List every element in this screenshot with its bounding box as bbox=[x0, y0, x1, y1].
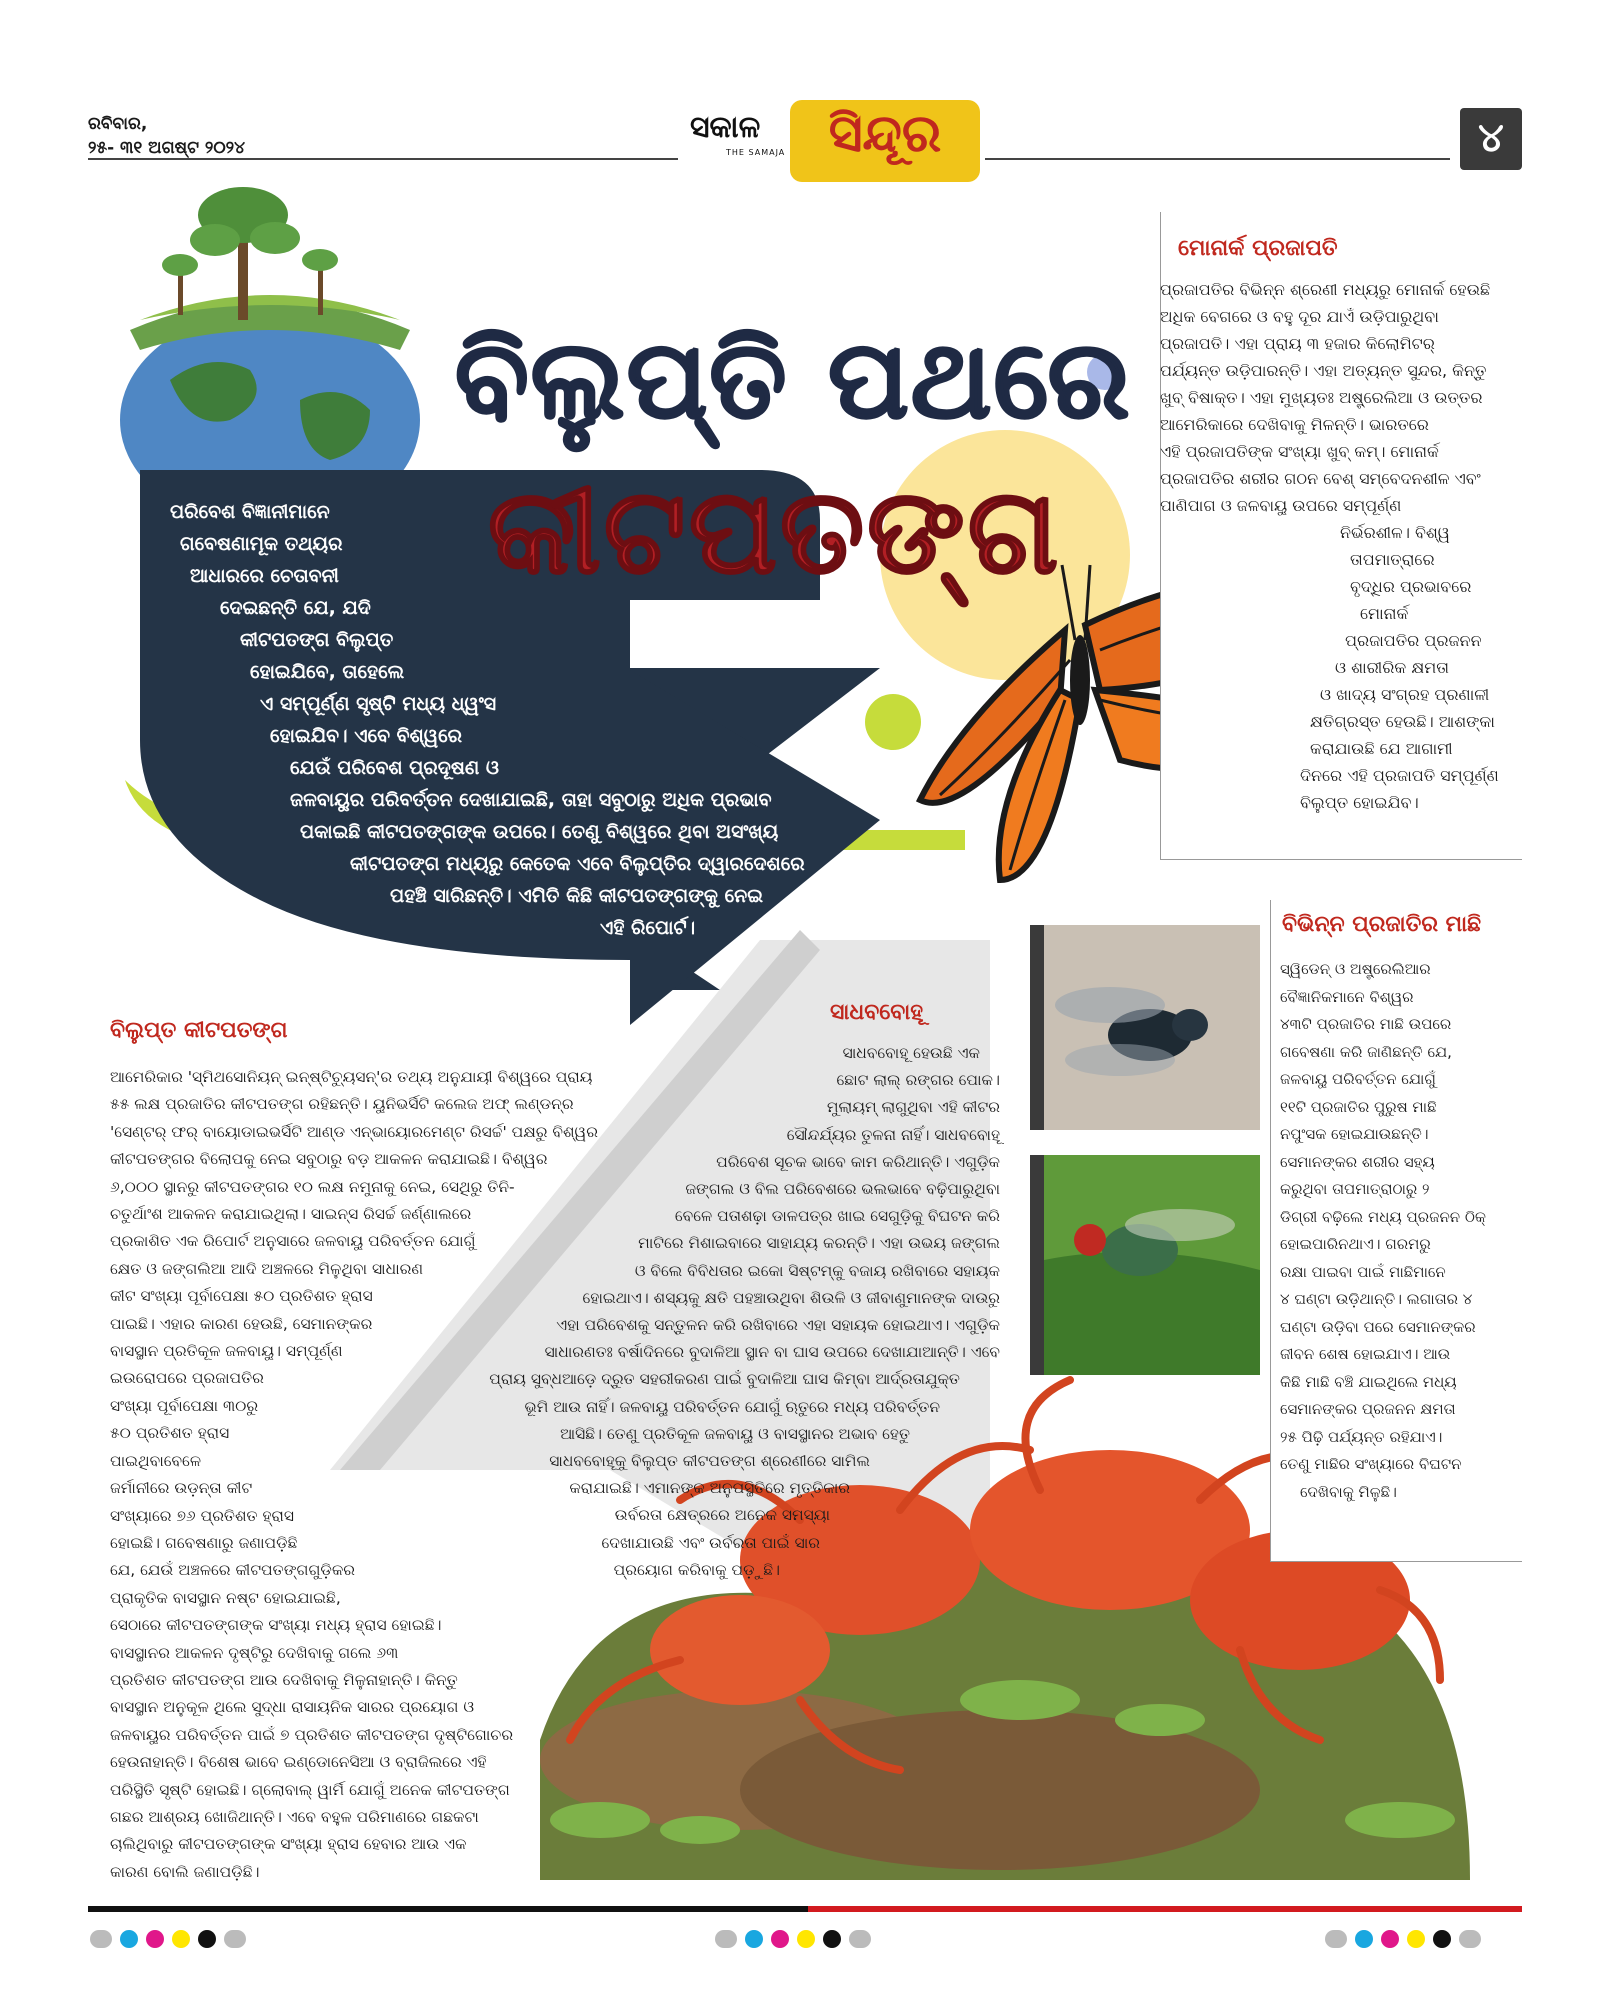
flies-line: ୪ ଘଣ୍ଟା ଉଡ଼ିଥାନ୍ତି। ଲଗାତାର ୪ bbox=[1280, 1290, 1473, 1308]
velvet-mite-line: ହୋଇଥାଏ। ଶସ୍ୟକୁ କ୍ଷତି ପହଞ୍ଚାଉଥିବା ଶିଉଳି ଓ ଜୀବାଣୁମାନଙ୍କ ଦାଉରୁ bbox=[582, 1288, 1000, 1307]
velvet-mite-line: ଆସିଛି। ତେଣୁ ପ୍ରତିକୂଳ ଜଳବାୟୁ ଓ ବାସସ୍ଥାନର ଅଭାବ ହେତୁ bbox=[560, 1424, 910, 1443]
velvet-mite-line: ଏହା ପରିବେଶକୁ ସନ୍ତୁଳନ କରି ରଖିବାରେ ଏହା ସହାୟକ ହୋଇଥାଏ। ଏଗୁଡ଼ିକ bbox=[556, 1316, 1000, 1335]
flies-line: ଜୀବନ ଶେଷ ହୋଇଯାଏ। ଆଉ bbox=[1280, 1345, 1451, 1363]
flies-line: ଡିଗ୍ରୀ ବଢ଼ିଲେ ମଧ୍ୟ ପ୍ରଜନନ ଠିକ୍ bbox=[1280, 1207, 1486, 1226]
extinct-line: ହୋଇଛି। ଗବେଷଣାରୁ ଜଣାପଡ଼ିଛି bbox=[110, 1533, 298, 1552]
extinct-line: ବାସସ୍ଥାନର ଆକଳନ ଦୃଷ୍ଟିରୁ ଦେଖିବାକୁ ଗଲେ ୬୩ bbox=[110, 1643, 399, 1662]
velvet-mite-line: ସାଧବବୋହୂକୁ ବିଲୁପ୍ତ କୀଟପତଙ୍ଗ ଶ୍ରେଣୀରେ ସାମିଲ bbox=[549, 1452, 870, 1471]
monarch-line: ପର୍ଯ୍ୟନ୍ତ ଉଡ଼ିପାରନ୍ତି। ଏହା ଅତ୍ୟନ୍ତ ସୁନ୍ଦର, କିନ୍ତୁ bbox=[1160, 361, 1487, 380]
flies-line: ଗବେଷଣା କରି ଜାଣିଛନ୍ତି ଯେ, bbox=[1280, 1042, 1452, 1061]
extinct-line: ଗଛର ଆଶ୍ରୟ ଖୋଜିଥାନ୍ତି। ଏବେ ବହୁଳ ପରିମାଣରେ ଗଛକଟା bbox=[110, 1807, 479, 1826]
velvet-mite-line: ଭୂମି ଆଉ ନାହିଁ। ଜଳବାୟୁ ପରିବର୍ତ୍ତନ ଯୋଗୁଁ ଋତୁରେ ମଧ୍ୟ ପରିବର୍ତ୍ତନ bbox=[524, 1397, 940, 1416]
housefly-photo bbox=[1030, 925, 1260, 1130]
velvet-mite-line: ସୌନ୍ଦର୍ଯ୍ୟର ତୁଳନା ନାହିଁ। ସାଧବବୋହୂ bbox=[786, 1125, 1000, 1144]
monarch-line: ଓ ଶାରୀରିକ କ୍ଷମତା bbox=[1335, 658, 1449, 677]
extinct-line: ସଂଖ୍ୟା ପୂର୍ବାପେକ୍ଷା ୩୦ରୁ bbox=[110, 1396, 259, 1415]
intro-text bbox=[150, 496, 910, 944]
footer-rule-black bbox=[88, 1906, 808, 1912]
extinct-line: ପରିସ୍ଥିତି ସୃଷ୍ଟି ହୋଇଛି। ଗ୍ଲୋବାଲ୍ ୱାର୍ମି ଯୋଗୁଁ ଅନେକ କୀଟପତଙ୍ଗ bbox=[110, 1780, 510, 1799]
flies-line: ସେମାନଙ୍କର ପ୍ରଜନନ କ୍ଷମତା bbox=[1280, 1400, 1456, 1418]
monarch-line: ଓ ଖାଦ୍ୟ ସଂଗ୍ରହ ପ୍ରଣାଳୀ bbox=[1320, 685, 1490, 704]
page-number: ୪ bbox=[1460, 108, 1522, 170]
extinct-line: ପ୍ରତିଶତ କୀଟପତଙ୍ଗ ଆଉ ଦେଖିବାକୁ ମିଳୁନାହାନ୍ତି। କିନ୍ତୁ bbox=[110, 1670, 458, 1689]
extinct-line: କ୍ଷେତ ଓ ଜଙ୍ଗଲିଆ ଆଦି ଅଞ୍ଚଳରେ ମିଳୁଥିବା ସାଧାରଣ bbox=[110, 1259, 424, 1278]
intro-line: ଦେଇଛନ୍ତି ଯେ, ଯଦି bbox=[220, 597, 371, 619]
registration-mark bbox=[745, 1930, 763, 1948]
intro-line: ହୋଇଯିବେ, ତାହେଲେ bbox=[250, 661, 405, 683]
intro-line: ପକାଇଛି କୀଟପତଙ୍ଗଙ୍କ ଉପରେ। ତେଣୁ ବିଶ୍ୱରେ ଥିବା ଅସଂଖ୍ୟ bbox=[300, 821, 779, 843]
extinct-line: ଜଳବାୟୁର ପରିବର୍ତ୍ତନ ପାଇଁ ୭ ପ୍ରତିଶତ କୀଟପତଙ୍ଗ ଦୃଷ୍ଟିଗୋଚର bbox=[110, 1725, 514, 1744]
extinct-line: ପାଇଛି। ଏହାର କାରଣ ହେଉଛି, ସେମାନଙ୍କର bbox=[110, 1314, 373, 1333]
extinct-line: ସଂଖ୍ୟାରେ ୭୬ ପ୍ରତିଶତ ହ୍ରାସ bbox=[110, 1506, 294, 1525]
flies-line: ବୈଜ୍ଞାନିକମାନେ ବିଶ୍ୱର bbox=[1280, 987, 1414, 1006]
greenbottle-fly-photo bbox=[1030, 1155, 1260, 1375]
velvet-mite-line: ପ୍ରୟୋଗ କରିବାକୁ ପଡ଼ୁଛି। bbox=[613, 1560, 780, 1579]
color-registration-right bbox=[1325, 1930, 1481, 1948]
monarch-line: ଦିନରେ ଏହି ପ୍ରଜାପତି ସମ୍ପୂର୍ଣ୍ଣ bbox=[1300, 766, 1499, 785]
velvet-mite-line: ଛୋଟ ଲାଲ୍ ରଙ୍ଗର ପୋକ। bbox=[836, 1071, 1000, 1090]
registration-mark bbox=[1381, 1930, 1399, 1948]
flies-line: ୧୧ଟି ପ୍ରଜାତିର ପୁରୁଷ ମାଛି bbox=[1280, 1097, 1437, 1116]
headline-line-2: କୀଟପତଙ୍ଗ bbox=[488, 462, 1062, 600]
intro-line: ଆଧାରରେ ଚେତାବନୀ bbox=[190, 565, 339, 587]
registration-mark bbox=[224, 1930, 246, 1948]
intro-line: ଜଳବାୟୁର ପରିବର୍ତ୍ତନ ଦେଖାଯାଇଛି, ତାହା ସବୁଠାରୁ ଅଧିକ ପ୍ରଭାବ bbox=[290, 789, 772, 811]
flies-line: ସ୍ୱିଡେନ୍ ଓ ଅଷ୍ଟ୍ରେଲିଆର bbox=[1280, 960, 1431, 978]
extinct-line: ପାଇଥିବାବେଳେ bbox=[110, 1451, 202, 1470]
velvet-mite-line: ବେଳେ ପତାଶଢ଼ା ଡାଳପତ୍ର ଖାଇ ସେଗୁଡ଼ିକୁ ବିଘଟନ କରି bbox=[674, 1207, 1000, 1226]
extinct-insects-text bbox=[110, 1064, 630, 1886]
velvet-mite-line: ମୁଲାୟମ୍ ଲାଗୁଥିବା ଏହି କୀଟର bbox=[826, 1098, 1000, 1117]
velvet-mite-line: ପରିବେଶ ସୂଚକ ଭାବେ କାମ କରିଥାନ୍ତି। ଏଗୁଡ଼ିକ bbox=[716, 1152, 1000, 1171]
registration-mark bbox=[797, 1930, 815, 1948]
registration-mark bbox=[715, 1930, 737, 1948]
intro-line: ଯେଉଁ ପରିବେଶ ପ୍ରଦୂଷଣ ଓ bbox=[290, 757, 499, 779]
velvet-mite-line: ଜଙ୍ଗଲ ଓ ବିଲ ପରିବେଶରେ ଭଲଭାବେ ବଢ଼ିପାରୁଥିବା bbox=[685, 1180, 1000, 1199]
flies-text bbox=[1280, 956, 1522, 1506]
intro-line: ପରିବେଶ ବିଜ୍ଞାନୀମାନେ bbox=[170, 501, 330, 523]
monarch-line: ପ୍ରଜାପତିର ଶରୀର ଗଠନ ବେଶ୍ ସମ୍ବେଦନଶୀଳ ଏବଂ bbox=[1160, 469, 1481, 488]
flies-line: ୪୩ଟି ପ୍ରଜାତିର ମାଛି ଉପରେ bbox=[1280, 1015, 1452, 1033]
extinct-line: ହେଉନାହାନ୍ତି। ବିଶେଷ ଭାବେ ଇଣ୍ଡୋନେସିଆ ଓ ବ୍ରାଜିଲରେ ଏହି bbox=[110, 1753, 487, 1772]
registration-mark bbox=[849, 1930, 871, 1948]
flies-line: ରକ୍ଷା ପାଇବା ପାଇଁ ମାଛିମାନେ bbox=[1280, 1262, 1446, 1281]
monarch-line: ମୋନାର୍କ bbox=[1360, 604, 1409, 623]
monarch-line: କରାଯାଉଛି ଯେ ଆଗାମୀ bbox=[1310, 739, 1453, 758]
extinct-line: 'ସେଣ୍ଟର୍ ଫର୍ ବାୟୋଡାଇଭର୍ସିଟି ଆଣ୍ଡ ଏନ୍ଭାୟୋରମେଣ୍ଟ ରିସର୍ଚ୍ଚ' ପକ୍ଷରୁ ବିଶ୍ୱର bbox=[110, 1122, 598, 1141]
monarch-title: ମୋନାର୍କ ପ୍ରଜାପତି bbox=[1178, 236, 1338, 261]
registration-mark bbox=[1433, 1930, 1451, 1948]
monarch-line: କ୍ଷତିଗ୍ରସ୍ତ ହେଉଛି। ଆଶଙ୍କା bbox=[1310, 712, 1495, 731]
monarch-line: ବିଲୁପ୍ତ ହୋଇଯିବ। bbox=[1300, 793, 1419, 812]
registration-mark bbox=[1355, 1930, 1373, 1948]
masthead-sub: THE SAMAJA bbox=[726, 148, 786, 157]
color-registration-left bbox=[90, 1930, 246, 1948]
intro-line: ଗବେଷଣାମୂକ ତଥ୍ୟର bbox=[180, 533, 343, 555]
monarch-line: ପାଣିପାଗ ଓ ଜଳବାୟୁ ଉପରେ ସମ୍ପୂର୍ଣ୍ଣ bbox=[1160, 496, 1402, 515]
velvet-mite-line: ଉର୍ବରତା କ୍ଷେତ୍ରରେ ଅନେକ ସମସ୍ୟା bbox=[614, 1506, 830, 1525]
monarch-line: ବୃଦ୍ଧିର ପ୍ରଭାବରେ bbox=[1350, 577, 1472, 596]
day-label: ରବିବାର, bbox=[88, 114, 148, 134]
extinct-line: ଜର୍ମାନୀରେ ଉଡ଼ନ୍ତା କୀଟ bbox=[110, 1479, 253, 1498]
extinct-line: କୀଟ ସଂଖ୍ୟା ପୂର୍ବାପେକ୍ଷା ୫୦ ପ୍ରତିଶତ ହ୍ରାସ bbox=[110, 1287, 373, 1306]
extinct-line: ୫୦ ପ୍ରତିଶତ ହ୍ରାସ bbox=[110, 1424, 230, 1443]
monarch-text bbox=[1160, 276, 1510, 816]
footer-rule-red bbox=[808, 1906, 1522, 1912]
monarch-line: ତାପମାତ୍ରାରେ bbox=[1350, 550, 1435, 569]
extinct-line: ଆମେରିକାର 'ସ୍ମିଥସୋନିୟନ୍ ଇନ୍ଷ୍ଟିଚ୍ୟୁସନ୍'ର ତଥ୍ୟ ଅନୁଯାୟୀ ବିଶ୍ୱରେ ପ୍ରାୟ bbox=[110, 1068, 593, 1086]
velvet-mite-line: ମାଟିରେ ମିଶାଇବାରେ ସାହାଯ୍ୟ କରନ୍ତି। ଏହା ଉଭୟ ଜଙ୍ଗଲ bbox=[638, 1234, 1000, 1253]
extinct-line: ବାସସ୍ଥାନ ଅନୁକୂଳ ଥିଲେ ସୁଦ୍ଧା ରାସାୟନିକ ସାରର ପ୍ରୟୋଗ ଓ bbox=[110, 1698, 475, 1717]
monarch-line: ଖୁବ୍ ବିଷାକ୍ତ। ଏହା ମୁଖ୍ୟତଃ ଅଷ୍ଟ୍ରେଲିଆ ଓ ଉତ୍ତର bbox=[1160, 388, 1483, 407]
masthead-name: ସିନ୍ଦୂର bbox=[828, 104, 942, 164]
velvet-mite-line: ପ୍ରାୟ ସୁବ୍ଧଆଡ଼େ ଦ୍ରୁତ ସହରୀକରଣ ପାଇଁ ବୁଦାଳିଆ ଘାସ କିମ୍ବା ଆର୍ଦ୍ରତାଯୁକ୍ତ bbox=[489, 1370, 960, 1389]
extinct-line: କୀଟପତଙ୍ଗର ବିଲୋପକୁ ନେଇ ସବୁଠାରୁ ବଡ଼ ଆକଳନ କରାଯାଇଛି। ବିଶ୍ୱର bbox=[110, 1150, 548, 1169]
flies-line: ୨୫ ପିଢ଼ି ପର୍ଯ୍ୟନ୍ତ ରହିଯାଏ। bbox=[1280, 1427, 1443, 1446]
extinct-line: ବାସସ୍ଥାନ ପ୍ରତିକୂଳ ଜଳବାୟୁ। ସମ୍ପୂର୍ଣ୍ଣ bbox=[110, 1342, 343, 1361]
intro-line: ପହଞ୍ଚି ସାରିଛନ୍ତି। ଏମିତି କିଛି କୀଟପତଙ୍ଗଙ୍କୁ ନେଇ bbox=[390, 885, 764, 907]
velvet-mite-title: ସାଧବବୋହୂ bbox=[830, 1000, 924, 1025]
date-range: ୨୫- ୩୧ ଅଗଷ୍ଟ ୨୦୨୪ bbox=[88, 138, 246, 158]
registration-mark bbox=[198, 1930, 216, 1948]
flies-line: ହୋଇପାରିନଥାଏ। ଗରମରୁ bbox=[1280, 1235, 1431, 1253]
flies-line: ସେମାନଙ୍କର ଶରୀର ସହ୍ୟ bbox=[1280, 1152, 1435, 1171]
extinct-line: ଚାଲିଥିବାରୁ କୀଟପତଙ୍ଗଙ୍କ ସଂଖ୍ୟା ହ୍ରାସ ହେବାର ଆଉ ଏକ bbox=[110, 1835, 467, 1854]
extinct-insects-title: ବିଲୁପ୍ତ କୀଟପତଙ୍ଗ bbox=[110, 1018, 288, 1043]
monarch-line: ପ୍ରଜାପତିର ବିଭିନ୍ନ ଶ୍ରେଣୀ ମଧ୍ୟରୁ ମୋନାର୍କ ହେଉଛି bbox=[1160, 280, 1491, 299]
extinct-line: କାରଣ ବୋଲି ଜଣାପଡ଼ିଛି। bbox=[110, 1862, 260, 1881]
extinct-line: ଚତୁର୍ଥାଂଶ ଆକଳନ କରାଯାଇଥିଲା। ସାଇନ୍ସ ରିସର୍ଚ୍ଚ ଜର୍ଣ୍ଣାଲରେ bbox=[110, 1205, 472, 1224]
velvet-mite-line: କରାଯାଇଛି। ଏମାନଙ୍କ ଅନୁପସ୍ଥିତିରେ ମୃତ୍ତିକାର bbox=[569, 1479, 850, 1498]
velvet-mite-line: ସାଧାରଣତଃ ବର୍ଷାଦିନରେ ବୁଦାଳିଆ ସ୍ଥାନ ବା ଘାସ ଉପରେ ଦେଖାଯାଆନ୍ତି। ଏବେ bbox=[544, 1343, 1000, 1362]
headline-line-1: ବିଲୁପ୍ତି ପଥରେ bbox=[455, 318, 1132, 443]
registration-mark bbox=[771, 1930, 789, 1948]
extinct-line: ଇଉରୋପରେ ପ୍ରଜାପତିର bbox=[110, 1369, 264, 1388]
registration-mark bbox=[1325, 1930, 1347, 1948]
extinct-line: ୬,୦୦୦ ସ୍ଥାନରୁ କୀଟପତଙ୍ଗର ୧୦ ଲକ୍ଷ ନମୁନାକୁ ନେଇ, ସେଥିରୁ ତିନି- bbox=[110, 1177, 515, 1196]
monarch-line: ପ୍ରଜାପତିର ପ୍ରଜନନ bbox=[1345, 631, 1482, 650]
flies-line: ନପୁଂସକ ହୋଇଯାଉଛନ୍ତି। bbox=[1280, 1125, 1429, 1143]
registration-mark bbox=[1459, 1930, 1481, 1948]
registration-mark bbox=[120, 1930, 138, 1948]
monarch-line: ଆମେରିକାରେ ଦେଖିବାକୁ ମିଳନ୍ତି। ଭାରତରେ bbox=[1160, 415, 1429, 434]
flies-line: କିଛି ମାଛି ବଞ୍ଚି ଯାଇଥିଲେ ମଧ୍ୟ bbox=[1280, 1372, 1457, 1391]
registration-mark bbox=[90, 1930, 112, 1948]
intro-line: କୀଟପତଙ୍ଗ ବିଲୁପ୍ତ bbox=[240, 629, 394, 651]
masthead-brand: ସକାଳ bbox=[690, 110, 761, 145]
velvet-mite-line: ସାଧବବୋହୂ ହେଉଛି ଏକ bbox=[842, 1044, 980, 1062]
registration-mark bbox=[1407, 1930, 1425, 1948]
registration-mark bbox=[172, 1930, 190, 1948]
monarch-line: ନିର୍ଭରଶୀଳ। ବିଶ୍ୱ bbox=[1340, 523, 1450, 542]
registration-mark bbox=[823, 1930, 841, 1948]
extinct-line: ସେଠାରେ କୀଟପତଙ୍ଗଙ୍କ ସଂଖ୍ୟା ମଧ୍ୟ ହ୍ରାସ ହୋଇଛି। bbox=[110, 1616, 442, 1635]
registration-mark bbox=[146, 1930, 164, 1948]
monarch-line: ଏହି ପ୍ରଜାପତିଙ୍କ ସଂଖ୍ୟା ଖୁବ୍ କମ୍। ମୋନାର୍କ bbox=[1160, 442, 1439, 461]
extinct-line: ପ୍ରାକୃତିକ ବାସସ୍ଥାନ ନଷ୍ଟ ହୋଇଯାଇଛି, bbox=[110, 1588, 341, 1607]
flies-line: ତେଣୁ ମାଛିର ସଂଖ୍ୟାରେ ବିଘଟନ bbox=[1280, 1455, 1462, 1473]
flies-line: ଘଣ୍ଟା ଉଡ଼ିବା ପରେ ସେମାନଙ୍କର bbox=[1280, 1317, 1476, 1336]
extinct-line: ଯେ, ଯେଉଁ ଅଞ୍ଚଳରେ କୀଟପତଙ୍ଗଗୁଡ଼ିକର bbox=[110, 1561, 356, 1580]
monarch-line: ପ୍ରଜାପତି। ଏହା ପ୍ରାୟ ୩ ହଜାର କିଲୋମିଟର୍ bbox=[1160, 334, 1435, 353]
flies-line: ଦେଖିବାକୁ ମିଳୁଛି। bbox=[1300, 1482, 1397, 1501]
intro-line: କୀଟପତଙ୍ଗ ମଧ୍ୟରୁ କେତେକ ଏବେ ବିଲୁପ୍ତିର ଦ୍ୱାରଦେଶରେ bbox=[350, 853, 805, 875]
monarch-line: ଅଧିକ ବେଗରେ ଓ ବହୁ ଦୂର ଯାଏଁ ଉଡ଼ିପାରୁଥିବା bbox=[1160, 307, 1439, 326]
intro-line: ହୋଇଯିବ। ଏବେ ବିଶ୍ୱରେ bbox=[270, 725, 463, 747]
flies-title: ବିଭିନ୍ନ ପ୍ରଜାତିର ମାଛି bbox=[1282, 912, 1482, 937]
velvet-mite-line: ଦେଖାଯାଉଛି ଏବଂ ଉର୍ବରତା ପାଇଁ ସାର bbox=[601, 1533, 820, 1552]
intro-line: ଏହି ରିପୋର୍ଟ। bbox=[600, 917, 696, 939]
velvet-mite-line: ଓ ବିଲେ ବିବିଧତାର ଇକୋ ସିଷ୍ଟମ୍‌କୁ ବଜାୟ ରଖିବାରେ ସହାୟକ bbox=[634, 1261, 1000, 1280]
extinct-line: ପ୍ରକାଶିତ ଏକ ରିପୋର୍ଟ ଅନୁସାରେ ଜଳବାୟୁ ପରିବର୍ତ୍ତନ ଯୋଗୁଁ bbox=[110, 1232, 476, 1251]
flies-line: ଜଳବାୟୁ ପରିବର୍ତ୍ତନ ଯୋଗୁଁ bbox=[1280, 1070, 1436, 1088]
extinct-line: ୫୫ ଲକ୍ଷ ପ୍ରଜାତିର କୀଟପତଙ୍ଗ ରହିଛନ୍ତି। ୟୁନିଭର୍ସିଟି କଲେଜ ଅଫ୍ ଲଣ୍ଡନ୍‌ର bbox=[110, 1095, 574, 1114]
intro-line: ଏ ସମ୍ପୂର୍ଣ୍ଣ ସୃଷ୍ଟି ମଧ୍ୟ ଧ୍ୱଂସ bbox=[260, 693, 497, 715]
flies-line: କରୁଥିବା ତାପମାତ୍ରାଠାରୁ ୨ bbox=[1280, 1180, 1430, 1198]
color-registration-center bbox=[715, 1930, 871, 1948]
